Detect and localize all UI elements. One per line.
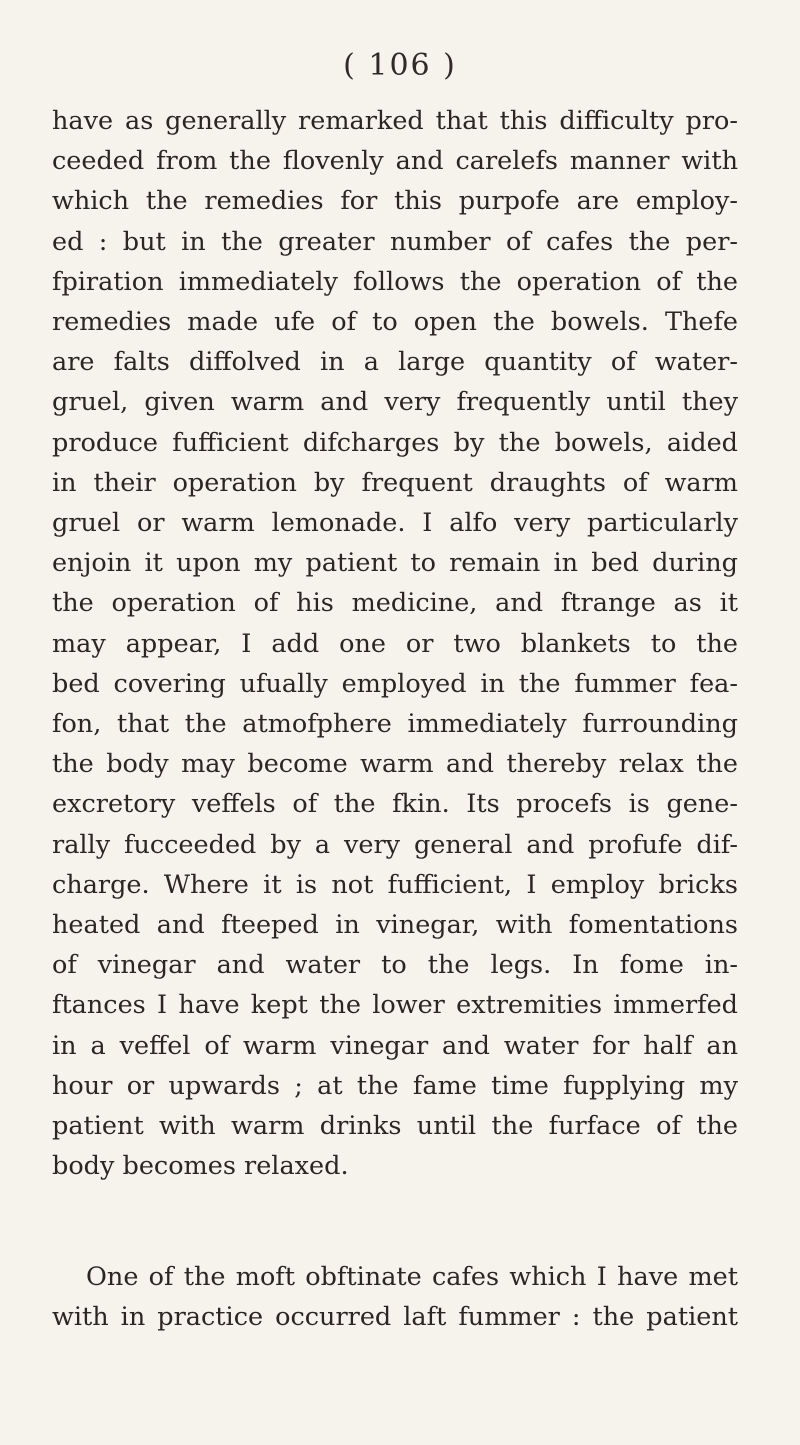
text-line: in their operation by frequent draughts of warm	[52, 467, 738, 498]
text-line: the operation of his medicine, and ftrange as it	[52, 588, 738, 619]
text-line: ed : but in the greater number of cafes the per-	[52, 226, 738, 257]
page-number: ( 106 )	[343, 48, 457, 83]
text-line: excretory veffels of the fkin. Its procefs is gene-	[52, 789, 738, 820]
text-line: ftances I have kept the lower extremities immerfed	[52, 990, 738, 1021]
text-line: enjoin it upon my patient to remain in bed during	[52, 548, 738, 579]
text-line: gruel or warm lemonade. I alfo very particularly	[52, 508, 738, 539]
text-line: rally fucceeded by a very general and profufe dif-	[52, 829, 738, 860]
text-line: charge. Where it is not fufficient, I employ bricks	[52, 869, 738, 900]
text-line: produce fufficient difcharges by the bowels, aided	[52, 427, 738, 458]
paragraph-2	[52, 1257, 738, 1337]
text-line: body becomes relaxed.	[52, 1151, 349, 1182]
text-line: gruel, given warm and very frequently until they	[52, 387, 738, 418]
text-line: may appear, I add one or two blankets to the	[52, 628, 738, 659]
text-line: which the remedies for this purpofe are employ-	[52, 186, 738, 217]
text-line: fon, that the atmofphere immediately furrounding	[52, 709, 738, 740]
text-line: fpiration immediately follows the operation of the	[52, 266, 738, 297]
text-line: have as generally remarked that this difficulty pro-	[52, 106, 738, 136]
text-line: ceeded from the flovenly and carelefs manner with	[52, 146, 738, 177]
text-line: the body may become warm and thereby relax the	[52, 749, 738, 780]
text-line: heated and fteeped in vinegar, with fomentations	[52, 910, 738, 941]
text-line: bed covering ufually employed in the fummer fea-	[52, 668, 738, 699]
text-line: remedies made ufe of to open the bowels. Thefe	[52, 307, 738, 338]
text-line: of vinegar and water to the legs. In fome in-	[52, 950, 738, 981]
text-line: in a veffel of warm vinegar and water for half an	[52, 1030, 738, 1061]
text-line: hour or upwards ; at the fame time fupplying my	[52, 1070, 738, 1101]
text-line: patient with warm drinks until the furface of the	[52, 1111, 738, 1142]
text-line: One of the moft obftinate cafes which I have met	[86, 1262, 738, 1292]
text-line: are falts diffolved in a large quantity of water-	[52, 347, 738, 378]
paragraph-1	[52, 101, 738, 1186]
text-line: with in practice occurred laft fummer : the patient	[52, 1302, 738, 1333]
